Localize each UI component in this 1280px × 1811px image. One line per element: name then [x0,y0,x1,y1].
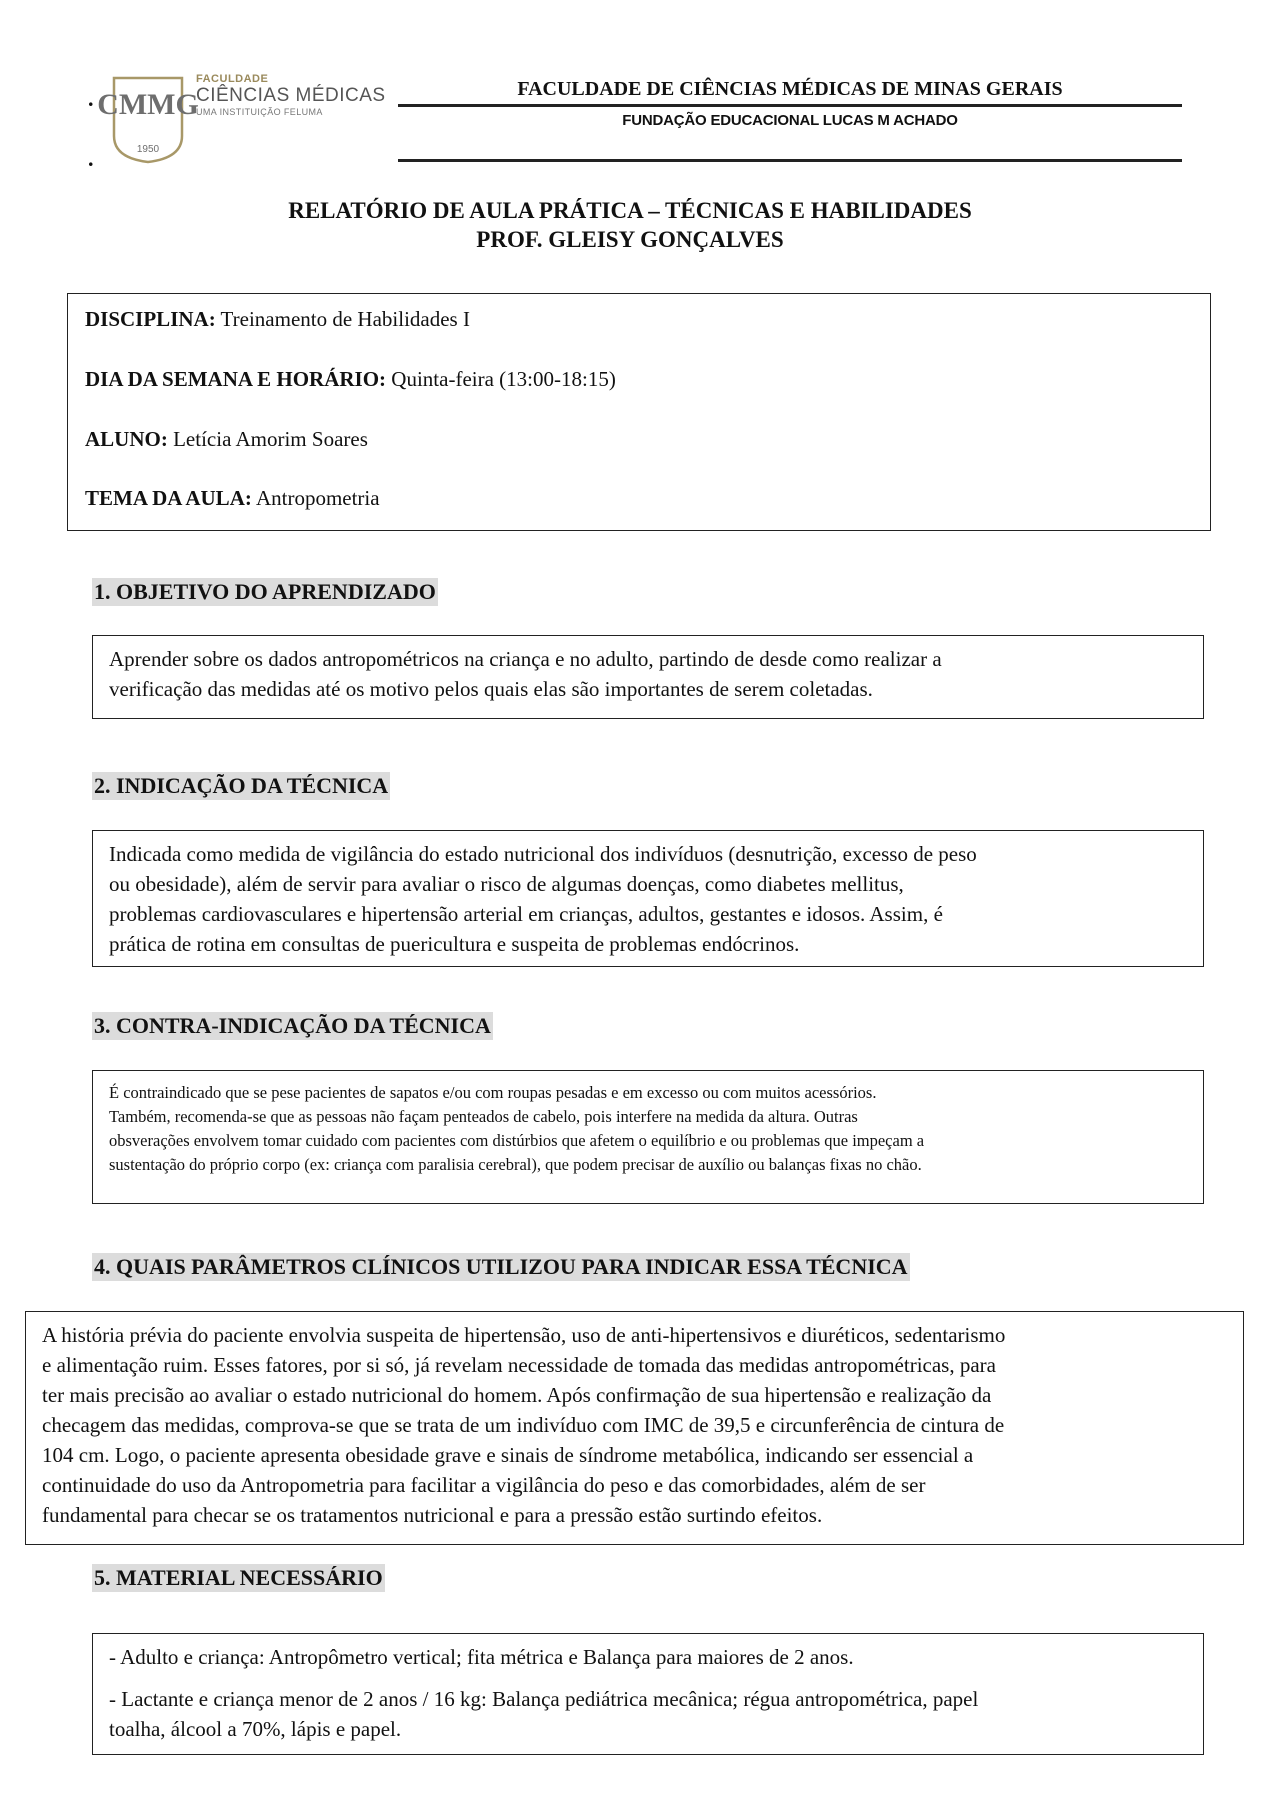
section-text-line: A história prévia do paciente envolvia suspeita de hipertensão, uso de anti-hipertensivos e diuréticos, sedentarismo [42,1323,1006,1347]
info-label: ALUNO: [85,427,168,451]
section-text-line: continuidade do uso da Antropometria para facilitar a vigilância do peso e das comorbidades, além de ser [42,1473,926,1497]
section-heading-contraindicacao: 3. CONTRA-INDICAÇÃO DA TÉCNICA [94,1013,491,1038]
bullet-mark: . [88,86,94,111]
professor-name: PROF. GLEISY GONÇALVES [476,227,784,252]
info-disciplina [85,306,470,332]
info-tema [85,485,380,511]
info-value: Quinta-feira (13:00-18:15) [386,367,616,391]
section-text-line: Aprender sobre os dados antropométricos na criança e no adulto, partindo de desde como realizar a [109,647,942,671]
info-dia [85,366,616,392]
section-text-line: obsverações envolvem tomar cuidado com pacientes com distúrbios que afetem o equilíbrio e ou problemas que impeçam a [109,1131,925,1150]
section-text-line: 104 cm. Logo, o paciente apresenta obesidade grave e sinais de síndrome metabólica, indicando ser essencial a [42,1443,974,1467]
info-value: Treinamento de Habilidades I [215,307,470,331]
section-text-line: ter mais precisão ao avaliar o estado nutricional do homem. Após confirmação de sua hipertensão e realização da [42,1383,992,1407]
section-text-line: fundamental para checar se os tratamentos nutricional e para a pressão estão surtindo efeitos. [42,1503,823,1527]
section-text-line: toalha, álcool a 70%, lápis e papel. [109,1717,402,1741]
info-value: Letícia Amorim Soares [167,427,368,451]
cmmg-logo-icon [97,76,199,164]
logo-line-2: CIÊNCIAS MÉDICAS [196,85,386,106]
section-text-line: - Lactante e criança menor de 2 anos / 16 kg: Balança pediátrica mecânica; régua antropométrica, papel [109,1687,979,1711]
section-heading-indicacao: 2. INDICAÇÃO DA TÉCNICA [94,773,389,798]
bullet-mark: . [88,146,94,171]
logo-monogram-top: CMMG [97,88,199,121]
section-text-line: Indicada como medida de vigilância do estado nutricional dos indivíduos (desnutrição, excesso de peso [109,842,977,866]
header-rule-bottom [398,159,1182,162]
logo-line-3: UMA INSTITUIÇÃO FELUMA [196,107,323,117]
section-box-parametros [25,1311,1244,1545]
logo-wordmark [196,73,386,117]
section-text-line: É contraindicado que se pese pacientes de sapatos e/ou com roupas pesadas e em excesso ou com muitos acessórios. [109,1083,877,1102]
section-text-line: ou obesidade), além de servir para avaliar o risco de algumas doenças, como diabetes mellitus, [109,872,904,896]
section-text-line: verificação das medidas até os motivo pelos quais elas são importantes de serem coletadas. [109,677,873,701]
section-text-line: - Adulto e criança: Antropômetro vertical; fita métrica e Balança para maiores de 2 anos. [109,1645,854,1669]
logo-line-1: FACULDADE [196,73,269,85]
section-text-line: Também, recomenda-se que as pessoas não façam penteados de cabelo, pois interfere na medida da altura. Outras [109,1107,858,1126]
section-heading-objetivo: 1. OBJETIVO DO APRENDIZADO [94,579,436,604]
section-text-line: prática de rotina em consultas de puericultura e suspeita de problemas endócrinos. [109,932,800,956]
header-rule-top [398,104,1182,107]
institution-name: FACULDADE DE CIÊNCIAS MÉDICAS DE MINAS GERAIS [517,78,1063,100]
section-text-line: checagem das medidas, comprova-se que se trata de um indivíduo com IMC de 39,5 e circunferência de cintura de [42,1413,1005,1437]
section-heading-material: 5. MATERIAL NECESSÁRIO [94,1565,383,1590]
info-value: Antropometria [251,486,380,510]
section-box-contraindicacao [92,1070,1204,1204]
info-label: DISCIPLINA: [85,307,216,331]
logo-year: 1950 [136,144,160,155]
info-aluno [85,426,368,452]
section-heading-parametros: 4. QUAIS PARÂMETROS CLÍNICOS UTILIZOU PARA INDICAR ESSA TÉCNICA [94,1254,908,1279]
foundation-name: FUNDAÇÃO EDUCACIONAL LUCAS M ACHADO [622,112,958,129]
section-box-objetivo [92,635,1204,719]
info-label: TEMA DA AULA: [85,486,252,510]
section-text-line: e alimentação ruim. Esses fatores, por si só, já revelam necessidade de tomada das medidas antropométricas, para [42,1353,996,1377]
report-title: RELATÓRIO DE AULA PRÁTICA – TÉCNICAS E HABILIDADES [288,198,972,223]
section-box-indicacao [92,830,1204,967]
section-box-material [92,1633,1204,1755]
info-label: DIA DA SEMANA E HORÁRIO: [85,367,387,391]
section-text-line: problemas cardiovasculares e hipertensão arterial em crianças, adultos, gestantes e idosos. Assim, é [109,902,943,926]
section-text-line: sustentação do próprio corpo (ex: criança com paralisia cerebral), que podem precisar de auxílio ou balanças fixas no chão. [109,1155,922,1174]
info-box [67,293,1211,531]
